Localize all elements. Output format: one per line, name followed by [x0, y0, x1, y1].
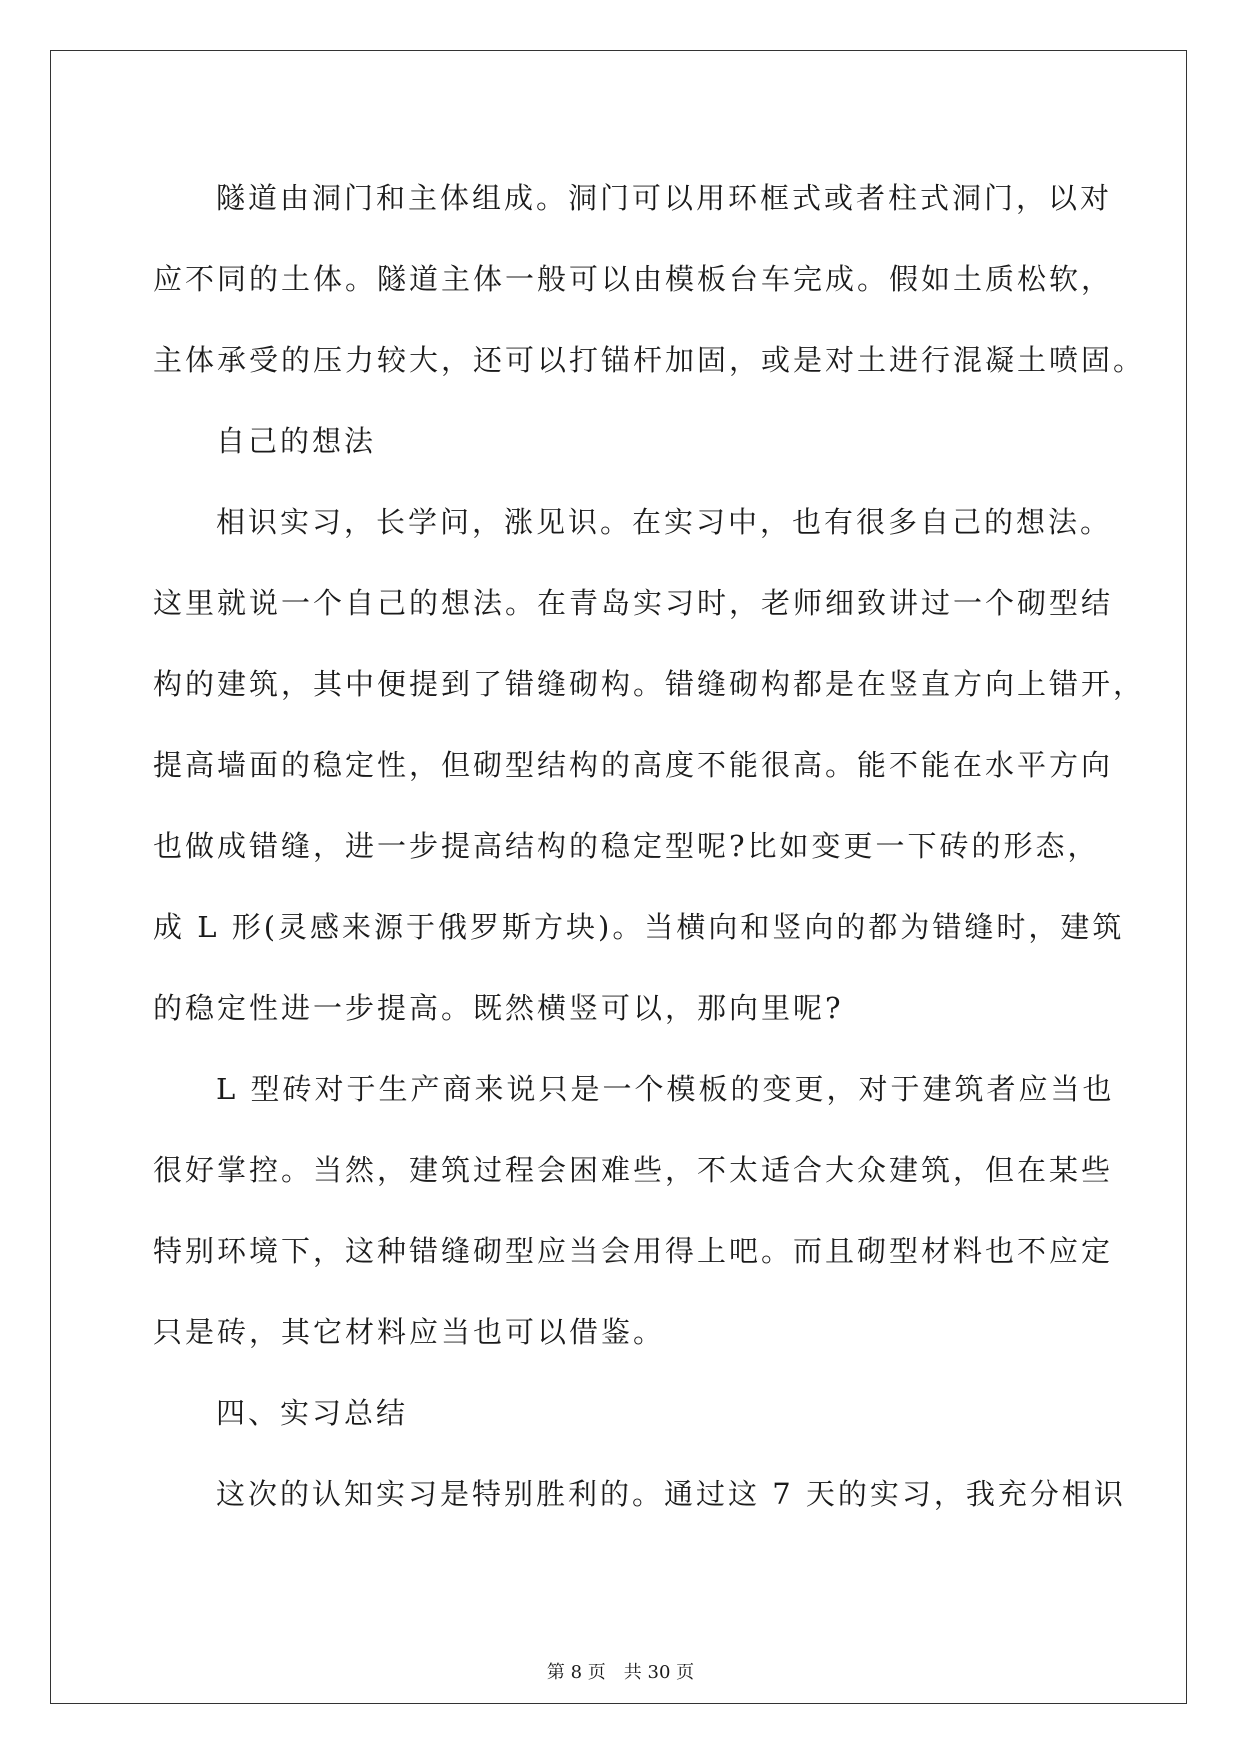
text-line: 隧道由洞门和主体组成。洞门可以用环框式或者柱式洞门，以对: [216, 181, 1113, 215]
text-line: 的稳定性进一步提高。既然横竖可以，那向里呢?: [153, 991, 844, 1025]
text-line: 相识实习，长学问，涨见识。在实习中，也有很多自己的想法。: [216, 505, 1113, 539]
text-line: 应不同的土体。隧道主体一般可以由模板台车完成。假如土质松软，: [153, 262, 1114, 296]
section-heading: 四、实习总结: [216, 1396, 409, 1430]
document-body: [153, 158, 1146, 1535]
text-line: 只是砖，其它材料应当也可以借鉴。: [153, 1315, 666, 1349]
text-line: 这里就说一个自己的想法。在青岛实习时，老师细致讲过一个砌型结: [153, 586, 1114, 620]
text-line: 成 L 形(灵感来源于俄罗斯方块)。当横向和竖向的都为错缝时，建筑: [153, 910, 1125, 944]
text-line: 主体承受的压力较大，还可以打锚杆加固，或是对土进行混凝土喷固。: [153, 343, 1146, 377]
text-line: 也做成错缝，进一步提高结构的稳定型呢?比如变更一下砖的形态，: [153, 829, 1100, 863]
text-line: 这次的认知实习是特别胜利的。通过这 7 天的实习，我充分相识: [216, 1477, 1126, 1511]
section-heading: 自己的想法: [216, 424, 377, 458]
text-line: L 型砖对于生产商来说只是一个模板的变更，对于建筑者应当也: [216, 1072, 1115, 1106]
page-number-footer: 第 8 页 共 30 页: [546, 1662, 695, 1683]
text-line: 构的建筑，其中便提到了错缝砌构。错缝砌构都是在竖直方向上错开，: [153, 667, 1146, 701]
text-line: 特别环境下，这种错缝砌型应当会用得上吧。而且砌型材料也不应定: [153, 1234, 1114, 1268]
text-line: 提高墙面的稳定性，但砌型结构的高度不能很高。能不能在水平方向: [153, 748, 1114, 782]
text-line: 很好掌控。当然，建筑过程会困难些，不太适合大众建筑，但在某些: [153, 1153, 1114, 1187]
